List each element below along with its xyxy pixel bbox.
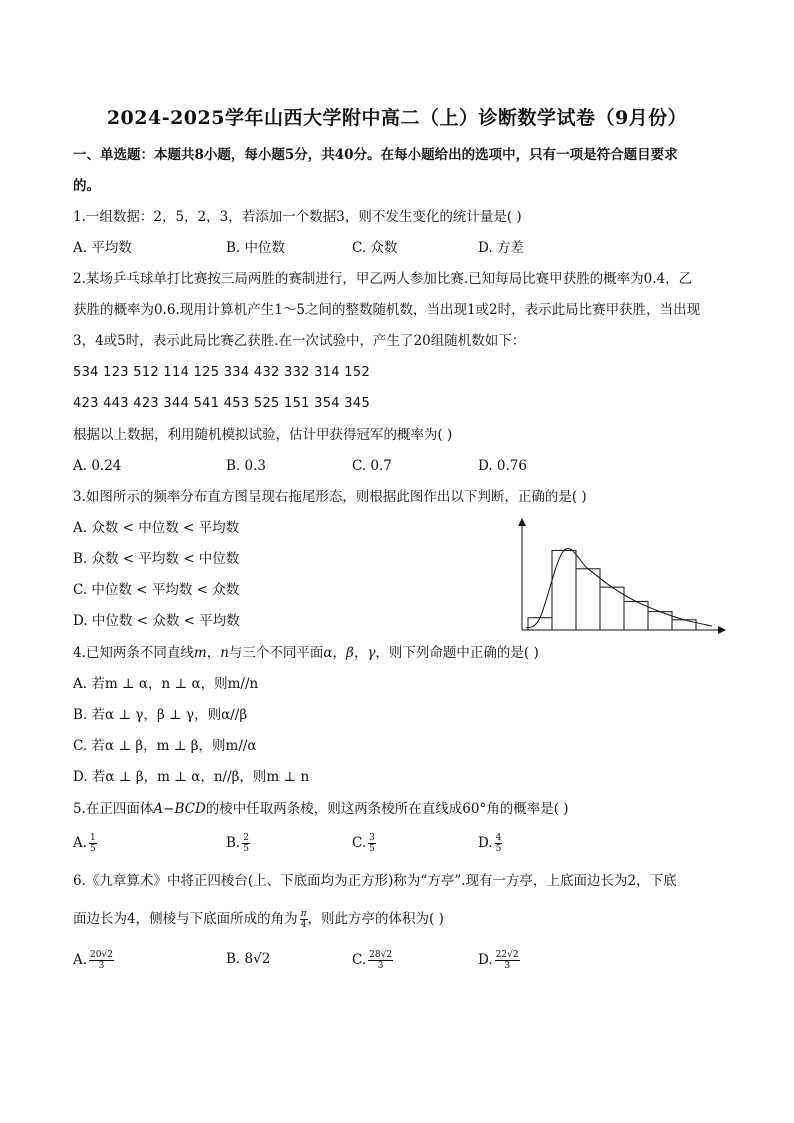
q3-option-d: D. 中位数 < 众数 < 平均数 <box>73 613 240 629</box>
q5-stem <box>73 800 569 818</box>
q1-option-d: D. 方差 <box>478 240 524 256</box>
q3-option-b: B. 众数 < 平均数 < 中位数 <box>73 551 240 567</box>
q2-stem-line1: 2.某场乒乓球单打比赛按三局两胜的赛制进行，甲乙两人参加比赛.已知每局比赛甲获胜的概率为0.4，乙 <box>73 271 693 287</box>
denominator: 5 <box>243 844 249 854</box>
q5-option-d <box>478 833 502 854</box>
q4-option-a: A. 若m ⊥ α，n ⊥ α，则m//n <box>73 676 259 692</box>
q2-option-a: A. 0.24 <box>73 458 122 474</box>
q6-option-b-label: B. <box>226 951 241 967</box>
q4-stem-part-c: ，则下列命题中正确的是( ) <box>375 645 539 661</box>
q4-var-gamma: γ <box>367 645 376 661</box>
q6-stem-part-a: 面边长为4，侧棱与下底面所成的角为 <box>73 911 298 927</box>
q4-comma: ， <box>206 645 221 661</box>
q3-option-c: C. 中位数 < 平均数 < 众数 <box>73 582 240 598</box>
q5-stem-part-b: 的棱中任取两条棱，则这两条棱所在直线成60°角的概率是( ) <box>205 801 569 817</box>
q5-tetrahedron-label: A−BCD <box>153 801 206 817</box>
q1-option-c: C. 众数 <box>352 240 398 256</box>
q5-option-c-label: C. <box>352 835 367 851</box>
q6-stem-line2 <box>73 909 444 930</box>
q4-var-n: n <box>220 645 229 661</box>
q5-option-c <box>352 833 376 854</box>
q6-option-c-label: C. <box>352 952 367 968</box>
q5-option-b-label: B. <box>226 835 241 851</box>
q5-option-d-label: D. <box>478 835 493 851</box>
q2-option-b: B. 0.3 <box>226 458 266 474</box>
q6-option-d-label: D. <box>478 952 493 968</box>
numerator: π <box>300 909 307 919</box>
denominator: 3 <box>98 961 105 971</box>
q6-option-a <box>73 950 114 971</box>
q4-var-m: m <box>193 645 207 661</box>
q3-option-a: A. 众数 < 中位数 < 平均数 <box>73 520 240 536</box>
histogram-bar-1 <box>528 618 552 630</box>
denominator: 4 <box>300 920 307 930</box>
q5-option-a <box>73 833 97 854</box>
q5-option-a-fraction <box>89 833 97 854</box>
q4-option-c: C. 若α ⊥ β，m ⊥ β，则m//α <box>73 738 257 754</box>
q6-option-a-fraction <box>89 950 114 971</box>
numerator: 20√2 <box>90 950 113 960</box>
section-header-line2: 的。 <box>73 178 100 194</box>
q1-option-a: A. 平均数 <box>73 240 132 256</box>
q4-stem: 4.已知两条不同直线m，n与三个不同平面α，β，γ，则下列命题中正确的是( ) <box>73 645 539 661</box>
q6-option-c-fraction <box>368 950 393 971</box>
q5-option-c-fraction <box>368 833 376 854</box>
numerator: 1 <box>90 833 96 843</box>
q3-x-axis-arrow <box>718 626 726 634</box>
q6-option-d <box>478 950 520 971</box>
q5-stem-part-a: 5.在正四面体 <box>73 801 154 817</box>
numerator: 4 <box>495 833 502 843</box>
q6-stem-line1: 6.《九章算术》中将正四棱台(上、下底面均为正方形)称为“方亭”.现有一方亭，上底面边长为2，下底 <box>73 873 677 889</box>
q2-stem-line4: 根据以上数据，利用随机模拟试验，估计甲获得冠军的概率为( ) <box>73 427 453 443</box>
q4-var-beta: β <box>346 645 354 661</box>
q6-option-b-value: 8√2 <box>244 951 271 967</box>
q4-option-d: D. 若α ⊥ β，m ⊥ α，n//β，则m ⊥ n <box>73 769 310 785</box>
q6-option-c <box>352 950 393 971</box>
histogram-bar-3 <box>576 569 600 630</box>
q5-option-a-label: A. <box>73 835 88 851</box>
numerator: 28√2 <box>369 950 393 960</box>
q5-option-b-fraction <box>242 833 250 854</box>
q1-stem: 1.一组数据：2，5，2，3，若添加一个数据3，则不发生变化的统计量是( ) <box>73 209 522 225</box>
numerator: 22√2 <box>495 950 519 960</box>
q2-stem-line3: 3，4或5时，表示此局比赛乙获胜.在一次试验中，产生了20组随机数如下： <box>73 333 526 349</box>
denominator: 5 <box>495 844 502 854</box>
q1-option-b: B. 中位数 <box>226 240 286 256</box>
q3-stem: 3.如图所示的频率分布直方图呈现右拖尾形态，则根据此图作出以下判断，正确的是( ) <box>73 489 587 505</box>
denominator: 5 <box>90 844 96 854</box>
q6-option-a-label: A. <box>73 952 88 968</box>
denominator: 3 <box>504 961 510 971</box>
q6-stem-part-b: ，则此方亭的体积为( ) <box>307 911 444 927</box>
q4-stem-part-b: 与三个不同平面 <box>228 645 324 661</box>
histogram-bar-7 <box>672 620 696 630</box>
q2-stem-line2: 获胜的概率为0.6.现用计算机产生1～5之间的整数随机数，当出现1或2时，表示此局比赛甲获胜，当出现 <box>73 302 701 318</box>
q3-y-axis-arrow <box>518 518 526 526</box>
exam-title: 2024-2025学年山西大学附中高二（上）诊断数学试卷（9月份） <box>106 107 688 129</box>
q2-random-numbers-row2: 423 443 423 344 541 453 525 151 354 345 <box>73 396 371 411</box>
section-header-line1: 一、单选题：本题共8小题，每小题5分，共40分。在每小题给出的选项中，只有一项是符合题目要求 <box>73 147 678 163</box>
q5-option-d-fraction <box>495 833 503 854</box>
q3-histogram-chart <box>512 514 732 640</box>
q4-option-b: B. 若α ⊥ γ，β ⊥ γ，则α//β <box>73 707 248 723</box>
q6-option-d-fraction <box>495 950 520 971</box>
q2-option-d: D. 0.76 <box>478 458 527 474</box>
histogram-bar-2 <box>552 550 576 630</box>
q5-option-b <box>226 833 250 854</box>
numerator: 3 <box>369 833 375 843</box>
q2-option-c: C. 0.7 <box>352 458 392 474</box>
denominator: 5 <box>369 844 375 854</box>
q4-var-alpha: α <box>323 645 333 661</box>
denominator: 3 <box>377 961 384 971</box>
q6-angle-fraction <box>300 909 308 930</box>
numerator: 2 <box>243 833 249 843</box>
q4-stem-part-a: 4.已知两条不同直线 <box>73 645 194 661</box>
q6-option-b <box>226 950 270 968</box>
histogram-bar-4 <box>600 587 624 630</box>
q2-random-numbers-row1: 534 123 512 114 125 334 432 332 314 152 <box>73 365 371 380</box>
